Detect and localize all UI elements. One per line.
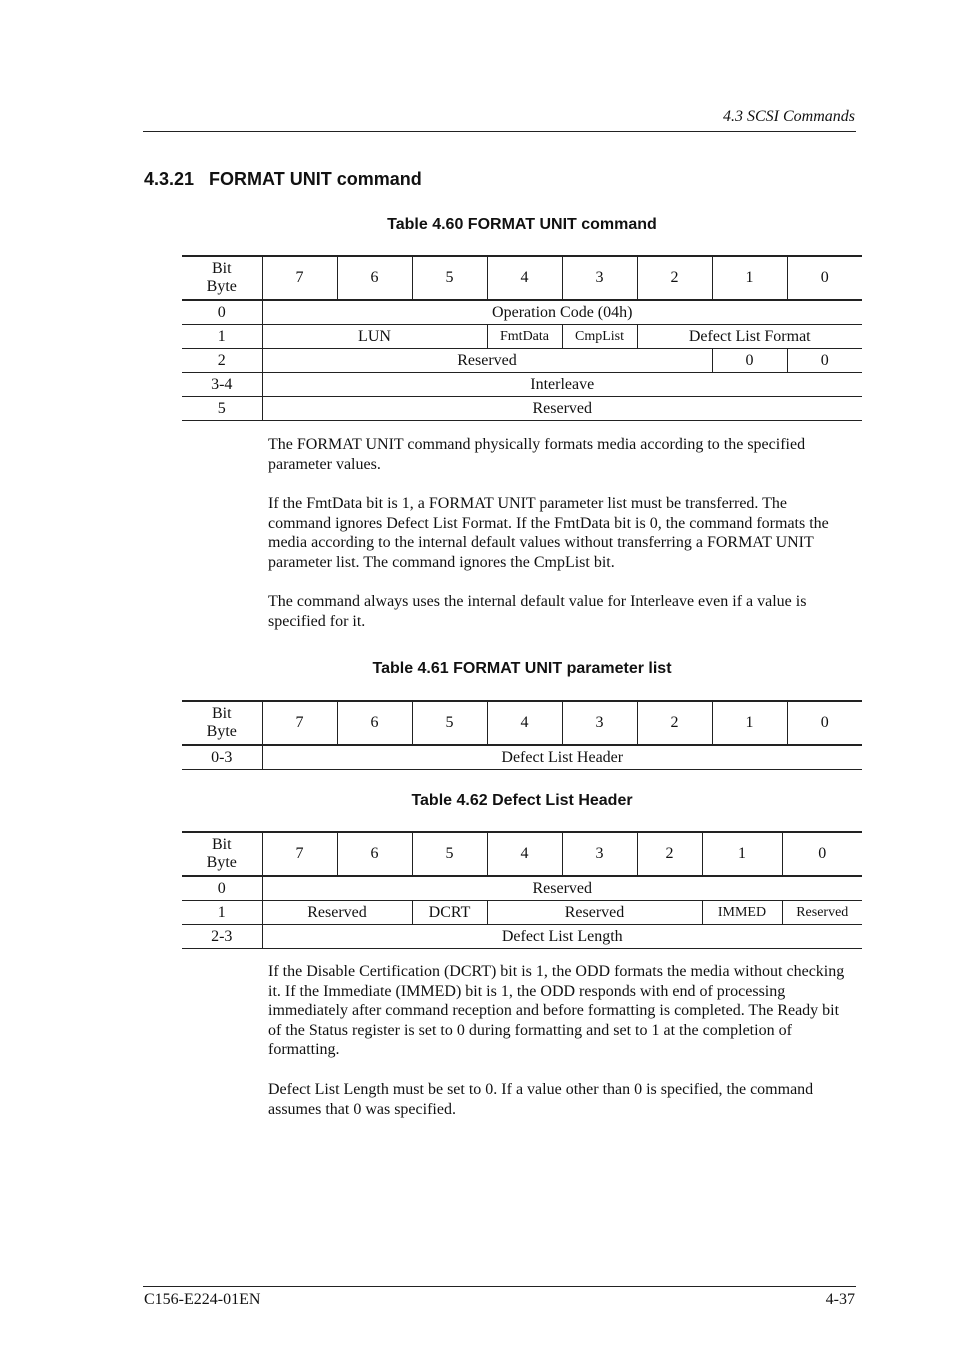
operation-code-cell: Operation Code (04h) [262,300,862,325]
table-row [182,745,862,770]
bit-2: 2 [637,701,712,745]
bit-0: 0 [782,832,862,876]
bit-1: 1 [712,701,787,745]
bit-byte-cell [182,832,262,876]
bit-1: 1 [702,832,782,876]
bit-byte-cell [182,256,262,300]
bit0-value-cell: 0 [787,349,862,373]
byte-number: 2-3 [182,925,262,949]
byte-number: 1 [182,325,262,349]
bit-4: 4 [487,701,562,745]
page-number: 4-37 [825,1291,855,1308]
byte-number: 1 [182,901,262,925]
table-row [182,325,862,349]
bit-6: 6 [337,832,412,876]
footer-rule [143,1286,856,1287]
paragraph: If the FmtData bit is 1, a FORMAT UNIT parameter list must be transferred. The command ignores Defect List Format. If the FmtData bit is 0, the command formats the media according to the internal default values without transferring a FORMAT UNIT parameter list. The command ignores the CmpList bit. [268,495,829,571]
reserved-cell: Reserved [487,901,702,925]
table-header-row [182,256,862,300]
dcrt-cell: DCRT [412,901,487,925]
table-4-61-caption: Table 4.61 FORMAT UNIT parameter list [372,660,672,677]
section-title: 4.3.21 FORMAT UNIT command [144,169,422,189]
bit-0: 0 [787,701,862,745]
byte-number: 5 [182,397,262,421]
bit-3: 3 [562,256,637,300]
byte-label: Byte [206,854,237,871]
defect-list-header-cell: Defect List Header [262,745,862,770]
bit-label: Bit [211,705,232,722]
bit-6: 6 [337,701,412,745]
bit-3: 3 [562,832,637,876]
document-id: C156-E224-01EN [144,1291,261,1308]
bit-byte-cell [182,701,262,745]
byte-number: 0 [182,300,262,325]
table-row [182,876,862,901]
reserved-cell: Reserved [262,901,412,925]
defect-list-format-cell: Defect List Format [637,325,862,349]
byte-label: Byte [206,723,237,740]
running-header: 4.3 SCSI Commands [722,108,855,125]
bit-2: 2 [637,832,702,876]
table-4-60 [182,255,862,421]
bit1-value-cell: 0 [712,349,787,373]
bit-label: Bit [211,836,232,853]
defect-list-length-cell: Defect List Length [262,925,862,949]
table-4-62 [182,831,862,949]
lun-cell: LUN [262,325,487,349]
paragraph: The FORMAT UNIT command physically formats media according to the specified parameter values. [268,436,806,473]
table-row [182,300,862,325]
bit-4: 4 [487,256,562,300]
table-4-61 [182,700,862,770]
bit-0: 0 [787,256,862,300]
bit-5: 5 [412,701,487,745]
paragraph: Defect List Length must be set to 0. If a value other than 0 is specified, the command assumes that 0 was specified. [268,1081,814,1118]
bit-label: Bit [211,260,232,277]
table-4-60-caption: Table 4.60 FORMAT UNIT command [387,216,657,233]
table-row [182,901,862,925]
paragraph: The command always uses the internal default value for Interleave even if a value is specified for it. [268,593,807,630]
table-row [182,349,862,373]
table-header-row [182,701,862,745]
reserved-cell: Reserved [262,397,862,421]
reserved-cell: Reserved [782,901,862,925]
reserved-cell: Reserved [262,876,862,901]
byte-label: Byte [206,278,237,295]
bit-1: 1 [712,256,787,300]
bit-4: 4 [487,832,562,876]
cmplist-cell: CmpList [562,325,637,349]
byte-number: 0-3 [182,745,262,770]
bit-5: 5 [412,256,487,300]
interleave-cell: Interleave [262,373,862,397]
byte-number: 2 [182,349,262,373]
table-row [182,373,862,397]
bit-5: 5 [412,832,487,876]
table-4-62-caption: Table 4.62 Defect List Header [411,792,633,809]
paragraph: If the Disable Certification (DCRT) bit is 1, the ODD formats the media without checking it. If the Immediate (IMMED) bit is 1, the ODD responds with end of processing immediately after command reception and before formatting is completed. The Ready bit of the Status register is set to 0 during formatting and set to 1 at the completion of formatting. [268,963,845,1059]
table-header-row [182,832,862,876]
bit-6: 6 [337,256,412,300]
table-row [182,925,862,949]
bit-7: 7 [262,256,337,300]
header-rule [143,131,856,132]
byte-number: 0 [182,876,262,901]
immed-cell: IMMED [702,901,782,925]
bit-3: 3 [562,701,637,745]
byte-number: 3-4 [182,373,262,397]
reserved-cell: Reserved [262,349,712,373]
table-row [182,397,862,421]
bit-7: 7 [262,832,337,876]
bit-2: 2 [637,256,712,300]
bit-7: 7 [262,701,337,745]
fmtdata-cell: FmtData [487,325,562,349]
